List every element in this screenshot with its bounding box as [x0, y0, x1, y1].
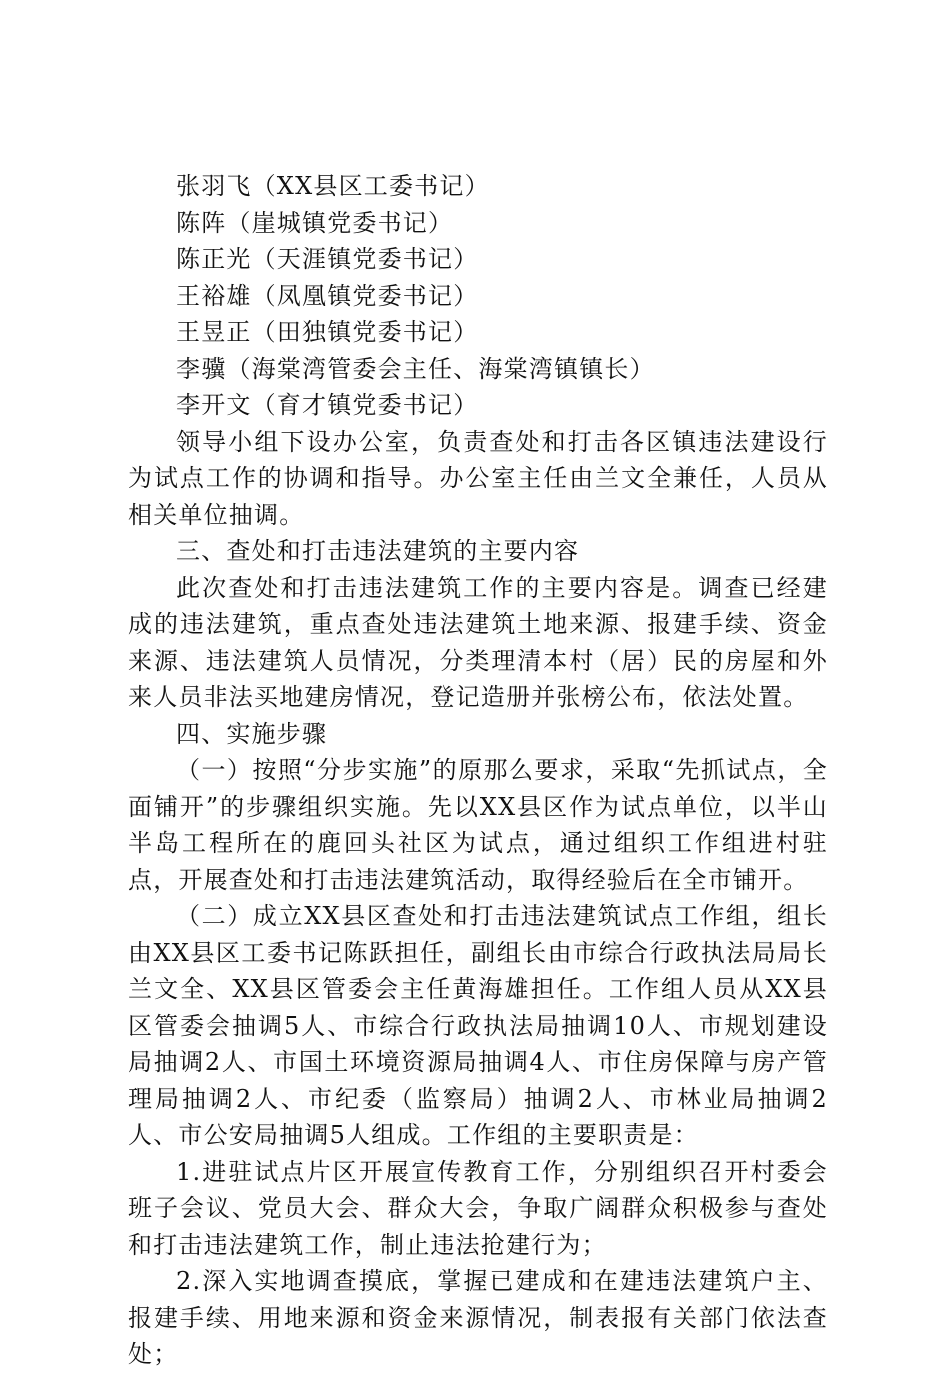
- step-1-paragraph: （一）按照“分步实施”的原那么要求，采取“先抓试点，全面铺开”的步骤组织实施。先以XX县区作为试点单位，以半山半岛工程所在的鹿回头社区为试点，通过组织工作组进村驻点，开展查处和打击违法建筑活动，取得经验后在全市铺开。: [128, 756, 828, 894]
- member-line: 陈阵（崖城镇党委书记）: [176, 208, 454, 237]
- office-paragraph: 领导小组下设办公室，负责查处和打击各区镇违法建设行为试点工作的协调和指导。办公室主任由兰文全兼任，人员从相关单位抽调。: [128, 427, 828, 529]
- member-line: 李骥（海棠湾管委会主任、海棠湾镇镇长）: [176, 354, 655, 383]
- member-line: 王裕雄（凤凰镇党委书记）: [176, 281, 479, 310]
- duty-2-paragraph: 2.深入实地调查摸底，掌握已建成和在建违法建筑户主、报建手续、用地来源和资金来源情况，制表报有关部门依法查处；: [128, 1267, 828, 1368]
- member-line: 张羽飞（XX县区工委书记）: [176, 172, 490, 200]
- document-body: [128, 168, 828, 1373]
- section-3-body: 此次查处和打击违法建筑工作的主要内容是。调查已经建成的违法建筑，重点查处违法建筑土地来源、报建手续、资金来源、违法建筑人员情况，分类理清本村（居）民的房屋和外来人员非法买地建房情况，登记造册并张榜公布，依法处置。: [128, 573, 828, 711]
- step-2-paragraph: （二）成立XX县区查处和打击违法建筑试点工作组，组长由XX县区工委书记陈跃担任，副组长由市综合行政执法局局长兰文全、XX县区管委会主任黄海雄担任。工作组人员从XX县区管委会抽调5人、市综合行政执法局抽调10人、市规划建设局抽调2人、市国土环境资源局抽调4人、市住房保障与房产管理局抽调2人、市纪委（监察局）抽调2人、市林业局抽调2人、市公安局抽调5人组成。工作组的主要职责是：: [128, 902, 828, 1149]
- member-line: 陈正光（天涯镇党委书记）: [176, 245, 479, 273]
- section-4-heading: 四、实施步骤: [176, 719, 328, 748]
- section-3-heading: 三、查处和打击违法建筑的主要内容: [176, 537, 580, 565]
- duty-1-paragraph: 1.进驻试点片区开展宣传教育工作，分别组织召开村委会班子会议、党员大会、群众大会，争取广阔群众积极参与查处和打击违法建筑工作，制止违法抢建行为；: [128, 1157, 828, 1259]
- member-line: 李开文（育才镇党委书记）: [176, 391, 479, 419]
- member-line: 王昱正（田独镇党委书记）: [176, 318, 479, 346]
